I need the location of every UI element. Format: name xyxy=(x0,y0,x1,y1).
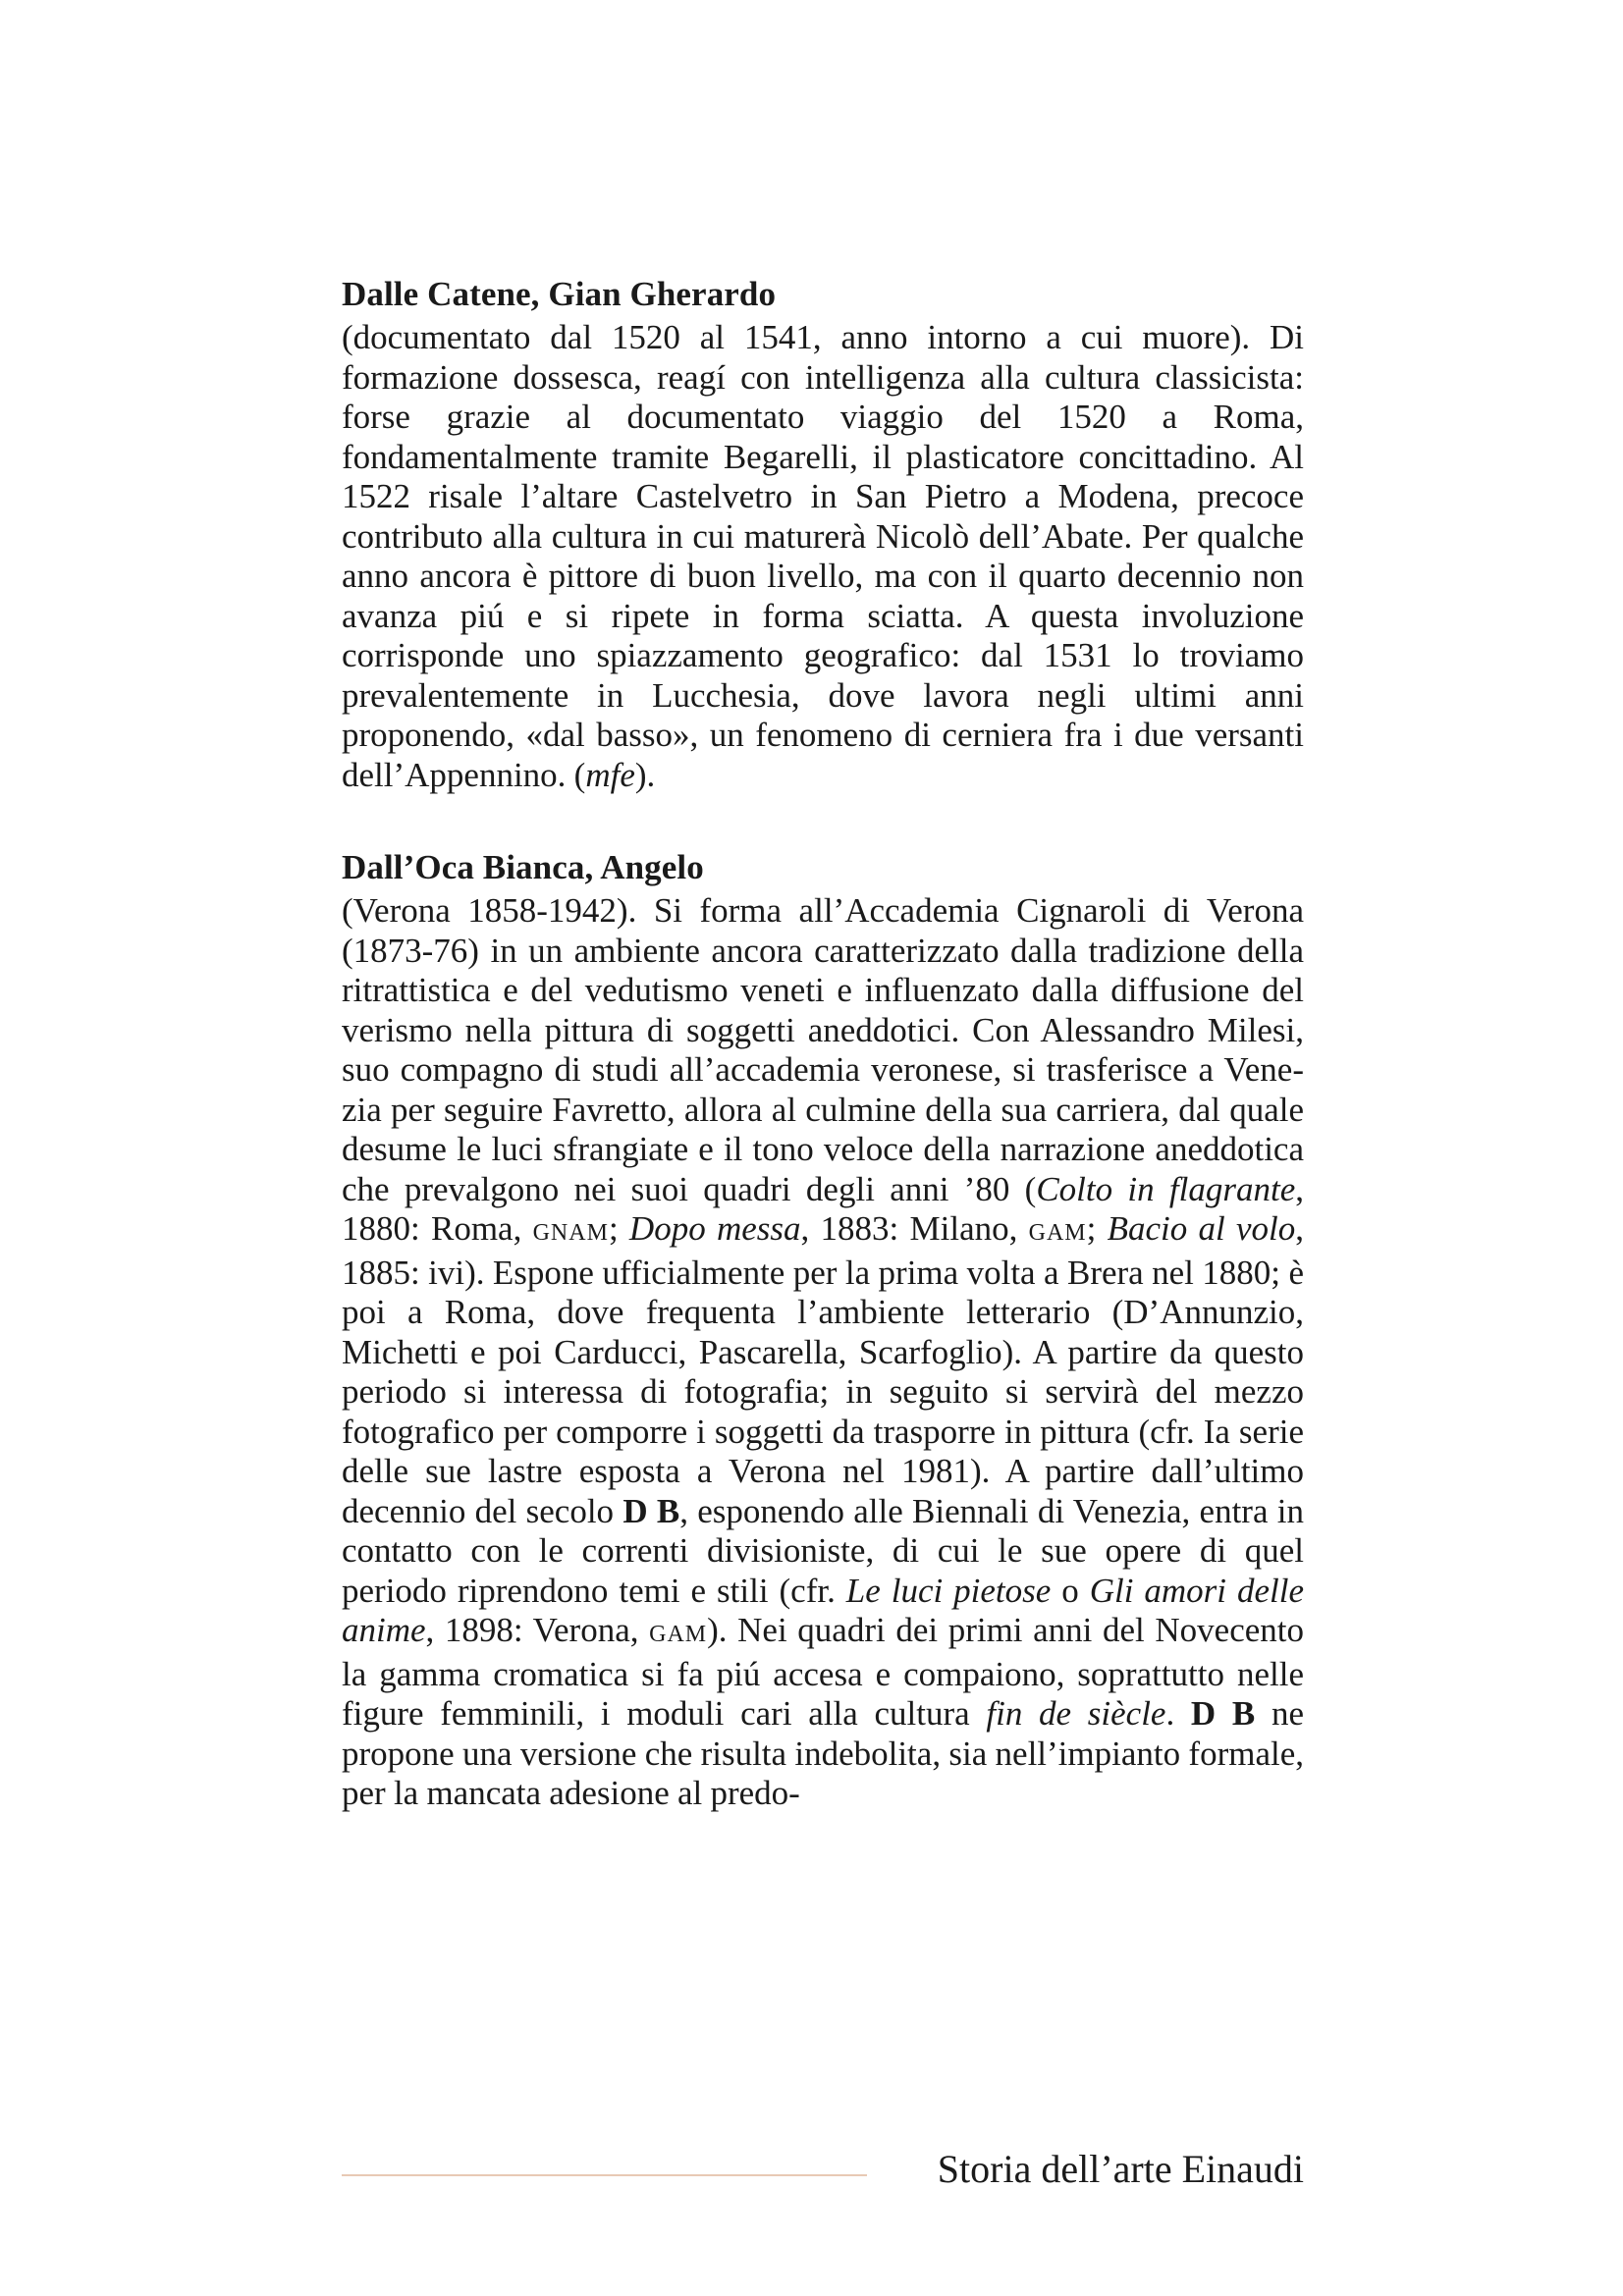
body-text: , 1880: Roma, xyxy=(342,1169,1304,1248)
body-text: . xyxy=(1165,1694,1191,1733)
bold-initials: D B xyxy=(622,1491,680,1530)
small-caps-abbrev: GAM xyxy=(649,1622,708,1647)
footer-publisher: Storia dell’arte Einaudi xyxy=(937,2147,1304,2191)
italic-title: Gli amori delle anime xyxy=(342,1571,1304,1649)
italic-title: fin de siècle xyxy=(986,1694,1166,1733)
body-text: ; xyxy=(608,1209,629,1248)
italic-title: Bacio al volo xyxy=(1107,1209,1296,1248)
body-text: (Verona 1858-1942). Si forma all’Accademia Cignaroli di Verona (1873-76) in un ambiente ancora caratterizzato dalla tradizione della ritrattistica e del vedutismo veneti e influenzato dalla diffusione del verismo nella pittura di soggetti aneddotici. Con Alessandro Milesi, suo compagno di studi all’accademia veronese, si trasferisce a Venezia per seguire Favretto, allora al culmine della sua carriera, dal quale desume le luci sfrangiate e il tono veloce della narrazione aneddotica che prevalgono nei suoi quadri degli anni ’80 ( xyxy=(342,891,1304,1208)
body-text: , 1883: Milano, xyxy=(800,1209,1029,1248)
body-text: ). Nei quadri dei primi anni del Novecento la gamma cromatica si fa piú accesa e compaiono, soprattutto nelle figure femminili, i moduli cari alla cultura xyxy=(342,1611,1304,1733)
body-text: , 1898: Verona, xyxy=(425,1611,650,1649)
entry-dalle-catene xyxy=(342,273,1304,795)
entry-dall-oca-bianca xyxy=(342,846,1304,1814)
entry-title: Dall’Oca Bianca, Angelo xyxy=(342,848,704,886)
entry-body xyxy=(342,318,1304,795)
entry-title: Dalle Catene, Gian Gherardo xyxy=(342,275,777,313)
small-caps-abbrev: GNAM xyxy=(532,1220,609,1246)
italic-title: Le luci pietose xyxy=(845,1571,1052,1610)
small-caps-abbrev: GAM xyxy=(1028,1220,1087,1246)
body-text: ne propone una versione che risulta indebolita, sia nell’impianto formale, per la mancata adesione al predo- xyxy=(342,1694,1305,1812)
body-text: , esponendo alle Biennali di Venezia, entra in contatto con le correnti divisioniste, di cui le sue opere di quel periodo riprendono temi e stili (cfr. xyxy=(342,1491,1304,1610)
body-text: (documentato dal 1520 al 1541, anno intorno a cui muore). Di formazione dossesca, reagí con intelligenza alla cultura classicista: forse grazie al documentato viaggio del 1520 a Roma, fondamentalmente tramite Begarelli, il plasticatore concittadino. Al 1522 risale l’altare Castelvetro in San Pietro a Modena, precoce contributo alla cultura in cui maturerà Nicolò dell’Abate. Per qualche anno ancora è pittore di buon livello, ma con il quarto decennio non avanza piú e si ripete in forma sciatta. A questa involuzione corrisponde uno spiazzamento geografico: dal 1531 lo troviamo prevalentemente in Lucchesia, dove lavora negli ultimi anni proponendo, «dal basso», un fenomeno di cerniera fra i due versanti dell’Appennino. ( xyxy=(342,318,1304,794)
entry-body xyxy=(342,891,1304,1814)
body-text: o xyxy=(1051,1571,1090,1610)
page-footer xyxy=(342,2145,1304,2204)
body-text: , 1885: ivi). Espone ufficialmente per la prima volta a Brera nel 1880; è poi a Roma, dove frequenta l’ambiente letterario (D’Annunzio, Michetti e poi Carducci, Pascarella, Scarfoglio). A partire da questo periodo si interessa di fotografia; in seguito si servirà del mezzo fotografico per comporre i soggetti da trasporre in pittura (cfr. Ia serie delle sue lastre esposta a Verona nel 1981). A partire dall’ultimo decennio del secolo xyxy=(342,1209,1305,1530)
bold-initials: D B xyxy=(1190,1694,1256,1733)
body-text: ; xyxy=(1086,1209,1108,1248)
italic-title: mfe xyxy=(585,755,635,794)
italic-title: Dopo messa xyxy=(628,1209,801,1248)
footer-rule xyxy=(342,2174,867,2176)
italic-title: Colto in flagrante xyxy=(1036,1169,1296,1208)
body-text: ). xyxy=(634,755,656,794)
text-column xyxy=(342,273,1304,1814)
